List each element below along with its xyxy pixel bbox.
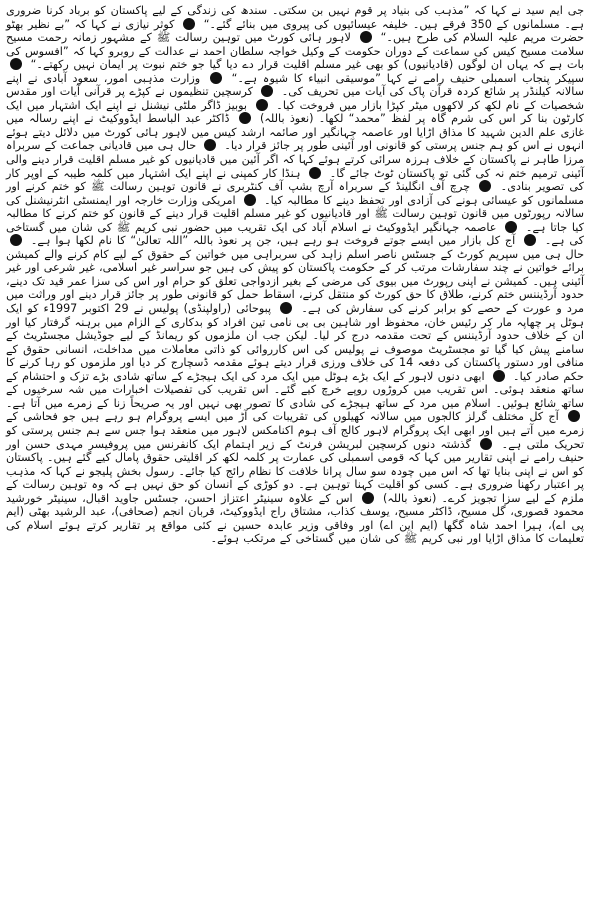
bullet-icon — [280, 302, 292, 314]
bullet-icon — [480, 438, 492, 450]
bullet-icon — [309, 167, 321, 179]
paragraph-text: لاہور ہائی کورٹ میں توہین رسالت ﷺ کے مشہور زمانہ رحمت مسیح سلامت مسیح کیس کی سماعت کے دوران حکومت کے وکیل خواجہ سلطان احمد نے عدالت کے روبرو کہا کہ ”افسوس کی بات ہے کہ یہاں ان لوگوں (قادیانیوں) کو بھی غیر مسلم اقلیت قرار دے دیا گیا جو ختم نبوت پر ایمان نہیں رکھتے۔“ — [6, 31, 584, 72]
bullet-icon — [493, 370, 505, 382]
paragraph-item — [31, 234, 515, 247]
paragraph-text: عاصمہ جہانگیر ایڈووکیٹ نے اسلام آباد کی ایک تقریب میں حضور نبی کریم ﷺ کی شان میں گستاخی کی ہے۔ — [6, 220, 584, 248]
paragraph-text: حال ہی میں سپریم کورٹ کے جسٹس ناصر اسلم زاہد کی سربراہی میں خواتین کے حقوق کے لیے کام کرنے والے کمیشن برائے خواتین نے چند سفارشات مرتب کر کے حکومت پاکستان کو پیش کی ہیں جو سراسر غیر اسلامی، غیر شرعی اور غیر آئینی ہیں۔ کمیشن نے اپنی رپورٹ میں بیوی کی مرضی کے بغیر ازدواجی تعلق کو حرام اور اس کی سزا عمر قید تک دینے، حدود آرڈیننس ختم کرنے، طلاق کا حق کورٹ کو منتقل کرنے، اسقاط حمل کو قانونی طور پر جائز قرار دینے اور وراثت میں مرد و عورت کے حصے کو برابر کرنے کی سفارش کی ہے۔ — [6, 247, 584, 316]
paragraph-text: حال ہی میں قادیانی جماعت کے سربراہ مرزا طاہر نے پاکستان کے خلاف ہرزہ سرائی کرتے ہوئے کہا کہ اگر آئین میں قادیانیوں کو غیر مسلم اقلیت قرار دینے والی آئینی ترمیم ختم نہ کی گئی تو پاکستان ٹوٹ جائے گا۔ — [6, 139, 585, 180]
bullet-icon — [568, 410, 580, 422]
bullet-icon — [10, 58, 22, 70]
paragraph-text: گذشتہ دنوں کرسچین لبریشن فرنٹ کے زیر اہتمام ایک کانفرنس میں پروفیسر مہدی حسن اور حنیف رامے نے اپنی تقاریر میں کہا کہ قومی اسمبلی کی عمارت پر کلمہ لکھ کر اقلیتی حقوق پامال کیے گئے ہیں۔ پاکستان کو اس نے اپنی بنایا تھا کہ اس میں چودہ سو سال پرانا خلافت کا نظام رائج کیا جائے۔ رسول بخش پلیجو نے کہا کہ مذہب پر اعتبار رکھنا ضروری ہے۔ کسی کو اقلیت کہنا توہین ہے۔ دو کوڑی کے انسان کو حق نہیں ہے کہ وہ توہین رسالت کے ملزم کے لیے سزا تجویز کرے۔ (نعوذ باللہ) — [6, 437, 584, 505]
bullet-icon — [524, 234, 536, 246]
paragraph-text: بوبیز ڈاگر ملٹی نیشنل نے اپنے ایک اشتہار میں ایک کارٹون بنا کر اس کی شرم گاہ پر لفظ ”محمد“ لکھا۔ (نعوذ باللہ) — [6, 98, 584, 126]
paragraph-text: امریکی وزارت خارجہ اور ایمنسٹی انٹرنیشنل کی سالانہ رپورٹوں میں قانون توہین رسالت ﷺ اور قادیانیوں کو غیر مسلم اقلیت قرار دینے کے قانون کو ختم کرنے کا مطالبہ کیا جاتا ہے۔ — [6, 193, 584, 234]
bullet-icon — [256, 99, 268, 111]
bullet-icon — [239, 112, 251, 124]
paragraph-text: سپیکر پنجاب اسمبلی حنیف رامے نے کہا ”موسیقی انبیاء کا شیوہ ہے۔“ — [231, 71, 584, 85]
paragraph-text: پبوحائی (راولپنڈی) پولیس نے 29 اکتوبر 1997ء کو ایک ہوٹل پر چھاپہ مار کر رئیس خان، محفوظ اور شاہین بی بی نامی تین افراد کو بدکاری کے الزام میں برہنہ گرفتار کیا اور ان کے خلاف حدود آرڈیننس کے تحت مقدمہ درج کر لیا۔ لیکن جب ان ملزموں کو ریمانڈ کے لیے جوڈیشل مجسٹریٹ کے سامنے پیش کیا گیا تو مجسٹریٹ موصوف نے پولیس کی اس کارروائی کو ذاتی معاملات میں مداخلت، انسانی حقوق کے منافی اور دستور پاکستان کی دفعہ 14 کی خلاف ورزی قرار دیتے ہوئے مقدمہ ڈسچارج کر دیا اور ملزموں کو رہا کرنے کا حکم صادر کیا۔ — [6, 302, 584, 383]
paragraph-text: ابھی دنوں لاہور کے ایک بڑے ہوٹل میں ایک مرد کی ایک ہیجڑے کے ساتھ شادی بڑے تزک و احتشام کے ساتھ منعقد ہوئی۔ اس تقریب میں کروڑوں روپے خرچ کیے گئے۔ اس تقریب کی تفصیلات اخبارات میں شہ سرخیوں کے ساتھ شائع ہوئیں۔ اسلام میں مرد کے ساتھ ہیجڑے کی شادی کا تصور بھی نہیں اور یہ صریحاً زنا کے زمرے میں آتا ہے۔ — [6, 369, 584, 410]
bullet-icon — [244, 194, 256, 206]
paragraph-text: آج کل مختلف گرلز کالجوں میں سالانہ کھیلوں کی تقریبات کی آڑ میں ایسے پروگرام ہو رہے ہیں جو فحاشی کے زمرے میں آتے ہیں اور ابھی ایک پروگرام لاہور کالج آف ہوم اکنامکس لاہور میں منعقد ہوا جس سے ہم جنس پرستی کو تحریک ملتی ہے۔ — [6, 410, 584, 451]
paragraph-text: ہنڈا کار کمپنی نے اپنے ایک اشتہار میں کلمہ طیبہ کے اوپر کار کی تصویر بنادی۔ — [6, 166, 584, 194]
paragraph-item — [232, 72, 584, 85]
article-column — [6, 4, 584, 546]
bullet-icon — [210, 72, 222, 84]
bullet-icon — [479, 180, 491, 192]
bullet-icon — [204, 139, 216, 151]
bullet-icon — [183, 18, 195, 30]
paragraph-text: چرچ آف انگلینڈ کے سربراہ آرچ بشپ آف کنٹربری نے قانون توہین رسالت ﷺ کو ختم کرنے اور مسلمانوں کو عیسائی ہونے کی آزادی اور تحفظ دینے کا مطالبہ کیا۔ — [6, 180, 584, 207]
paragraph-text: وزارت مذہبی امور، سعود آبادی نے اپنے سالانہ کیلنڈر پر شائع کردہ قرآن پاک کی آیات میں تحریف کی۔ — [6, 71, 585, 99]
paragraph-text: جی ایم سید نے کہا کہ ”مذہب کی بنیاد پر قوم نہیں بن سکتی۔ سندھ کی زندگی کے لیے پاکستان کو برباد کرنا ضروری ہے۔ مسلمانوں کے 350 فرقے ہیں۔ خلیفہ عیسائیوں کی پیروی میں بنائے گئے۔“ — [6, 4, 584, 31]
paragraph-text: کرسچین تنظیموں نے کپڑے پر قرآنی آیات اور مقدس شخصیات کے نام لکھ کر لاکھوں میٹر کپڑا بازار میں فروخت کیا۔ — [6, 85, 584, 112]
paragraph-text: اس کے علاوہ سینیٹر اعتزاز احسن، جسٹس جاوید اقبال، سینیٹر خورشید محمود قصوری، گل مسیح، ڈاکٹر مسیح، یوسف کذاب، مشتاق راج ایڈووکیٹ، قربان انجم (صحافی)، عبد الرشید بھٹی (ایم پی اے)، ہیرا احمد شاہ گگھا (ایم این اے) اور وفاقی وزیر عابدہ حسین نے کئی مواقع پر تقاریر کرتے ہوئے اسلام کی تعلیمات کا مذاق اڑایا اور نبی کریم ﷺ کی شان میں گستاخی کے مرتکب ہوئے۔ — [6, 491, 584, 546]
paragraph-text: آج کل بازار میں ایسے جوتے فروخت ہو رہے ہیں، جن پر نعوذ باللہ ”اللہ تعالیٰ“ کا نام لکھا ہوا ہے۔ — [30, 234, 516, 248]
bullet-icon — [505, 221, 517, 233]
bullet-icon — [10, 234, 22, 246]
paragraph-text: کوثر نیازی نے کہا کہ ”بے نظیر بھٹو حضرت مریم علیہ السلام کی طرح ہیں۔“ — [6, 17, 585, 45]
bullet-icon — [362, 492, 374, 504]
bullet-icon — [261, 85, 273, 97]
bullet-icon — [360, 31, 372, 43]
paragraph-text: ڈاکٹر عبد الباسط ایڈووکیٹ نے اپنے رسالہ میں غازی علم الدین شہید کا مذاق اڑایا اور عاصمہ جہانگیر اور صائمہ ارشد کیس میں لاہور ہائی کورٹ میں دلائل دیتے ہوئے انہوں نے اس کو ہم جنس پرستی کو قانونی اور آئینی طور پر جائز قرار دیا۔ — [6, 112, 585, 153]
